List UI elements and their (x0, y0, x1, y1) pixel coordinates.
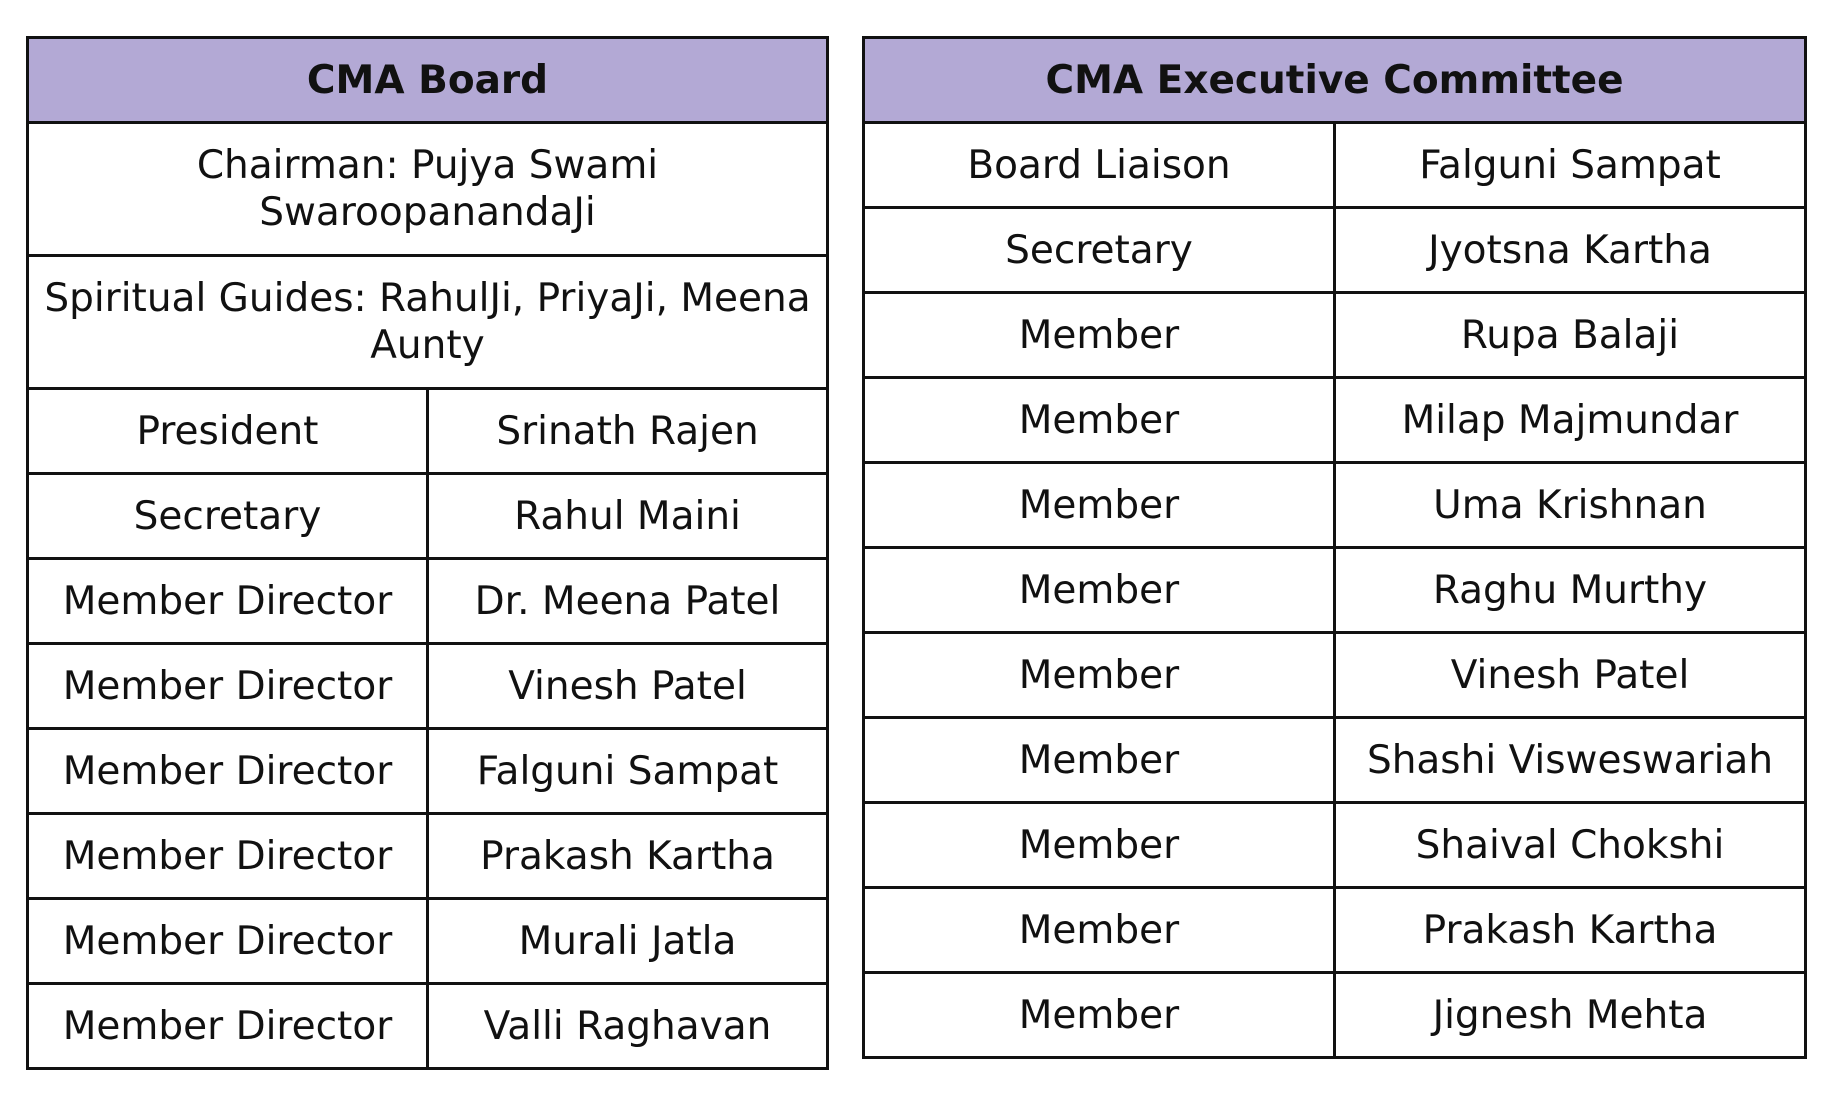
board-row (28, 389, 828, 474)
committee-member-name: Vinesh Patel (1335, 633, 1806, 718)
committee-member-name: Uma Krishnan (1335, 463, 1806, 548)
committee-role: Member (864, 633, 1335, 718)
board-role: Member Director (28, 899, 428, 984)
committee-member-name: Jignesh Mehta (1335, 973, 1806, 1058)
board-role: Member Director (28, 984, 428, 1069)
committee-role: Member (864, 378, 1335, 463)
committee-role: Member (864, 803, 1335, 888)
board-role: President (28, 389, 428, 474)
board-role: Member Director (28, 729, 428, 814)
board-member-name: Prakash Kartha (428, 814, 828, 899)
committee-row (864, 888, 1806, 973)
board-spiritual-guides-row (28, 256, 828, 389)
committee-row (864, 463, 1806, 548)
board-row (28, 559, 828, 644)
committee-member-name: Milap Majmundar (1335, 378, 1806, 463)
committee-row (864, 208, 1806, 293)
board-row (28, 474, 828, 559)
committee-header-row (864, 38, 1806, 123)
board-member-name: Vinesh Patel (428, 644, 828, 729)
board-title: CMA Board (28, 38, 828, 123)
board-member-name: Falguni Sampat (428, 729, 828, 814)
board-member-name: Srinath Rajen (428, 389, 828, 474)
board-row (28, 899, 828, 984)
board-row (28, 814, 828, 899)
committee-role: Member (864, 548, 1335, 633)
board-member-name: Valli Raghavan (428, 984, 828, 1069)
committee-role: Member (864, 293, 1335, 378)
committee-role: Secretary (864, 208, 1335, 293)
committee-member-name: Shaival Chokshi (1335, 803, 1806, 888)
board-member-name: Murali Jatla (428, 899, 828, 984)
board-spiritual-guides: Spiritual Guides: RahulJi, PriyaJi, Meena Aunty (28, 256, 828, 389)
board-row (28, 644, 828, 729)
committee-role: Member (864, 463, 1335, 548)
board-chairman-row (28, 123, 828, 256)
committee-row (864, 123, 1806, 208)
committee-title: CMA Executive Committee (864, 38, 1806, 123)
cma-executive-committee-table (862, 36, 1807, 1059)
committee-role: Member (864, 973, 1335, 1058)
cma-board-table (26, 36, 829, 1070)
board-row (28, 984, 828, 1069)
board-row (28, 729, 828, 814)
committee-member-name: Shashi Visweswariah (1335, 718, 1806, 803)
committee-row (864, 718, 1806, 803)
committee-member-name: Falguni Sampat (1335, 123, 1806, 208)
board-member-name: Rahul Maini (428, 474, 828, 559)
committee-row (864, 803, 1806, 888)
committee-member-name: Raghu Murthy (1335, 548, 1806, 633)
board-chairman: Chairman: Pujya Swami SwaroopanandaJi (28, 123, 828, 256)
board-header-row (28, 38, 828, 123)
board-role: Member Director (28, 644, 428, 729)
committee-row (864, 378, 1806, 463)
committee-role: Member (864, 718, 1335, 803)
board-member-name: Dr. Meena Patel (428, 559, 828, 644)
committee-row (864, 293, 1806, 378)
board-role: Secretary (28, 474, 428, 559)
committee-row (864, 548, 1806, 633)
board-role: Member Director (28, 814, 428, 899)
committee-role: Member (864, 888, 1335, 973)
committee-row (864, 973, 1806, 1058)
committee-member-name: Rupa Balaji (1335, 293, 1806, 378)
committee-row (864, 633, 1806, 718)
committee-member-name: Prakash Kartha (1335, 888, 1806, 973)
committee-member-name: Jyotsna Kartha (1335, 208, 1806, 293)
committee-role: Board Liaison (864, 123, 1335, 208)
board-role: Member Director (28, 559, 428, 644)
